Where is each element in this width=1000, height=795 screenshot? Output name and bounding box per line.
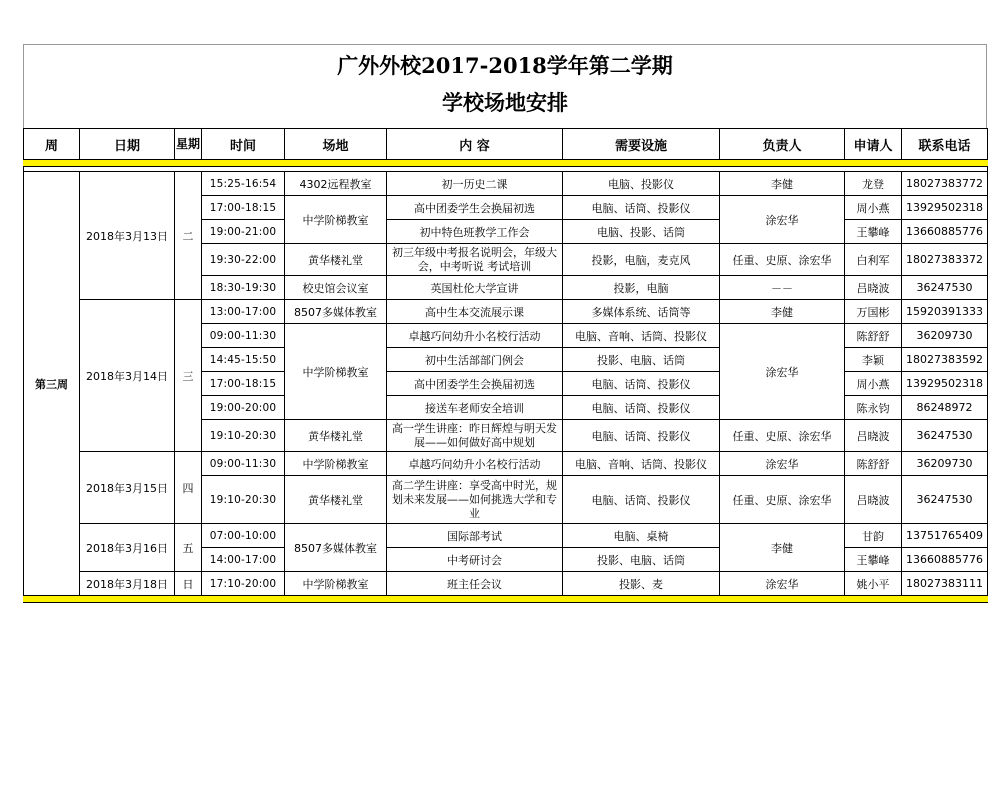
phone-cell: 18027383372 bbox=[902, 244, 988, 276]
equipment-cell: 电脑、话筒、投影仪 bbox=[563, 396, 720, 420]
applicant-cell: 陈永钧 bbox=[845, 396, 902, 420]
equipment-cell: 电脑、桌椅 bbox=[563, 524, 720, 548]
phone-cell: 13929502318 bbox=[902, 372, 988, 396]
document-subtitle: 学校场地安排 bbox=[442, 90, 568, 115]
time-cell: 19:00-20:00 bbox=[202, 396, 285, 420]
weekday-cell: 三 bbox=[175, 300, 202, 452]
content-cell: 初中生活部部门例会 bbox=[387, 348, 563, 372]
applicant-cell: 王攀峰 bbox=[845, 548, 902, 572]
equipment-cell: 电脑、话筒、投影仪 bbox=[563, 420, 720, 452]
venue-schedule-table bbox=[23, 128, 988, 603]
venue-cell: 黄华楼礼堂 bbox=[285, 244, 387, 276]
responsible-cell: 任重、史原、涂宏华 bbox=[720, 420, 845, 452]
content-cell: 国际部考试 bbox=[387, 524, 563, 548]
content-cell: 接送车老师安全培训 bbox=[387, 396, 563, 420]
responsible-cell: 涂宏华 bbox=[720, 572, 845, 596]
responsible-cell: －－ bbox=[720, 276, 845, 300]
phone-cell: 13660885776 bbox=[902, 548, 988, 572]
phone-cell: 36209730 bbox=[902, 324, 988, 348]
header-equipment: 需要设施 bbox=[563, 129, 720, 160]
responsible-cell: 涂宏华 bbox=[720, 324, 845, 420]
applicant-cell: 周小燕 bbox=[845, 196, 902, 220]
weekday-cell: 四 bbox=[175, 452, 202, 524]
header-date: 日期 bbox=[80, 129, 175, 160]
schedule-sheet bbox=[23, 44, 987, 603]
header-weekday: 星期 bbox=[175, 129, 202, 160]
header-responsible: 负责人 bbox=[720, 129, 845, 160]
weekday-cell: 二 bbox=[175, 172, 202, 300]
applicant-cell: 白利军 bbox=[845, 244, 902, 276]
content-cell: 英国杜伦大学宣讲 bbox=[387, 276, 563, 300]
phone-cell: 36247530 bbox=[902, 420, 988, 452]
time-cell: 14:45-15:50 bbox=[202, 348, 285, 372]
equipment-cell: 投影、麦 bbox=[563, 572, 720, 596]
applicant-cell: 吕晓波 bbox=[845, 276, 902, 300]
content-cell: 初三年级中考报名说明会，年级大会，中考听说 考试培训 bbox=[387, 244, 563, 276]
time-cell: 17:10-20:00 bbox=[202, 572, 285, 596]
content-cell: 高二学生讲座：享受高中时光，规划未来发展——如何挑选大学和专业 bbox=[387, 476, 563, 524]
venue-cell: 黄华楼礼堂 bbox=[285, 476, 387, 524]
venue-cell: 校史馆会议室 bbox=[285, 276, 387, 300]
responsible-cell: 李健 bbox=[720, 300, 845, 324]
time-cell: 17:00-18:15 bbox=[202, 196, 285, 220]
equipment-cell: 投影、电脑、话筒 bbox=[563, 348, 720, 372]
responsible-cell: 涂宏华 bbox=[720, 196, 845, 244]
venue-cell: 4302远程教室 bbox=[285, 172, 387, 196]
table-row bbox=[24, 300, 988, 324]
equipment-cell: 投影、电脑、话筒 bbox=[563, 548, 720, 572]
responsible-cell: 任重、史原、涂宏华 bbox=[720, 476, 845, 524]
applicant-cell: 陈舒舒 bbox=[845, 324, 902, 348]
time-cell: 09:00-11:30 bbox=[202, 452, 285, 476]
equipment-cell: 电脑、音响、话筒、投影仪 bbox=[563, 324, 720, 348]
applicant-cell: 王攀峰 bbox=[845, 220, 902, 244]
time-cell: 19:10-20:30 bbox=[202, 476, 285, 524]
applicant-cell: 吕晓波 bbox=[845, 476, 902, 524]
yellow-divider bbox=[24, 596, 988, 603]
applicant-cell: 甘韵 bbox=[845, 524, 902, 548]
content-cell: 卓越巧问幼升小名校行活动 bbox=[387, 324, 563, 348]
phone-cell: 18027383772 bbox=[902, 172, 988, 196]
venue-cell: 8507多媒体教室 bbox=[285, 524, 387, 572]
venue-cell: 中学阶梯教室 bbox=[285, 572, 387, 596]
venue-cell: 黄华楼礼堂 bbox=[285, 420, 387, 452]
table-row bbox=[24, 172, 988, 196]
phone-cell: 18027383592 bbox=[902, 348, 988, 372]
equipment-cell: 电脑、话筒、投影仪 bbox=[563, 372, 720, 396]
content-cell: 中考研讨会 bbox=[387, 548, 563, 572]
venue-cell: 中学阶梯教室 bbox=[285, 324, 387, 420]
content-cell: 高中团委学生会换届初选 bbox=[387, 196, 563, 220]
applicant-cell: 陈舒舒 bbox=[845, 452, 902, 476]
responsible-cell: 李健 bbox=[720, 172, 845, 196]
time-cell: 13:00-17:00 bbox=[202, 300, 285, 324]
equipment-cell: 电脑、话筒、投影仪 bbox=[563, 476, 720, 524]
phone-cell: 13660885776 bbox=[902, 220, 988, 244]
responsible-cell: 任重、史原、涂宏华 bbox=[720, 244, 845, 276]
header-applicant: 申请人 bbox=[845, 129, 902, 160]
venue-cell: 8507多媒体教室 bbox=[285, 300, 387, 324]
equipment-cell: 电脑、投影仪 bbox=[563, 172, 720, 196]
time-cell: 19:00-21:00 bbox=[202, 220, 285, 244]
week-cell: 第三周 bbox=[24, 172, 80, 596]
content-cell: 班主任会议 bbox=[387, 572, 563, 596]
date-cell: 2018年3月13日 bbox=[80, 172, 175, 300]
time-cell: 09:00-11:30 bbox=[202, 324, 285, 348]
time-cell: 19:30-22:00 bbox=[202, 244, 285, 276]
content-cell: 高中生本交流展示课 bbox=[387, 300, 563, 324]
title-block bbox=[23, 44, 987, 128]
equipment-cell: 电脑、音响、话筒、投影仪 bbox=[563, 452, 720, 476]
venue-cell: 中学阶梯教室 bbox=[285, 452, 387, 476]
phone-cell: 36247530 bbox=[902, 276, 988, 300]
time-cell: 17:00-18:15 bbox=[202, 372, 285, 396]
time-cell: 07:00-10:00 bbox=[202, 524, 285, 548]
time-cell: 14:00-17:00 bbox=[202, 548, 285, 572]
phone-cell: 13929502318 bbox=[902, 196, 988, 220]
time-cell: 18:30-19:30 bbox=[202, 276, 285, 300]
header-row bbox=[24, 129, 988, 160]
applicant-cell: 龙登 bbox=[845, 172, 902, 196]
applicant-cell: 李颖 bbox=[845, 348, 902, 372]
equipment-cell: 投影，电脑，麦克风 bbox=[563, 244, 720, 276]
responsible-cell: 涂宏华 bbox=[720, 452, 845, 476]
document-title: 广外外校2017-2018学年第二学期 bbox=[337, 53, 673, 78]
phone-cell: 86248972 bbox=[902, 396, 988, 420]
time-cell: 15:25-16:54 bbox=[202, 172, 285, 196]
applicant-cell: 周小燕 bbox=[845, 372, 902, 396]
content-cell: 高中团委学生会换届初选 bbox=[387, 372, 563, 396]
venue-cell: 中学阶梯教室 bbox=[285, 196, 387, 244]
equipment-cell: 投影，电脑 bbox=[563, 276, 720, 300]
applicant-cell: 姚小平 bbox=[845, 572, 902, 596]
yellow-divider bbox=[24, 160, 988, 167]
phone-cell: 36247530 bbox=[902, 476, 988, 524]
table-row bbox=[24, 524, 988, 548]
content-cell: 卓越巧问幼升小名校行活动 bbox=[387, 452, 563, 476]
phone-cell: 13751765409 bbox=[902, 524, 988, 548]
header-venue: 场地 bbox=[285, 129, 387, 160]
content-cell: 初一历史二课 bbox=[387, 172, 563, 196]
phone-cell: 15920391333 bbox=[902, 300, 988, 324]
header-content: 内 容 bbox=[387, 129, 563, 160]
date-cell: 2018年3月18日 bbox=[80, 572, 175, 596]
time-cell: 19:10-20:30 bbox=[202, 420, 285, 452]
applicant-cell: 吕晓波 bbox=[845, 420, 902, 452]
weekday-cell: 日 bbox=[175, 572, 202, 596]
phone-cell: 18027383111 bbox=[902, 572, 988, 596]
equipment-cell: 多媒体系统、话筒等 bbox=[563, 300, 720, 324]
weekday-cell: 五 bbox=[175, 524, 202, 572]
equipment-cell: 电脑、话筒、投影仪 bbox=[563, 196, 720, 220]
date-cell: 2018年3月14日 bbox=[80, 300, 175, 452]
content-cell: 初中特色班教学工作会 bbox=[387, 220, 563, 244]
phone-cell: 36209730 bbox=[902, 452, 988, 476]
header-time: 时间 bbox=[202, 129, 285, 160]
date-cell: 2018年3月16日 bbox=[80, 524, 175, 572]
applicant-cell: 万国彬 bbox=[845, 300, 902, 324]
content-cell: 高一学生讲座：昨日辉煌与明天发展——如何做好高中规划 bbox=[387, 420, 563, 452]
table-row bbox=[24, 572, 988, 596]
responsible-cell: 李健 bbox=[720, 524, 845, 572]
table-row bbox=[24, 452, 988, 476]
header-week: 周 bbox=[24, 129, 80, 160]
date-cell: 2018年3月15日 bbox=[80, 452, 175, 524]
equipment-cell: 电脑、投影、话筒 bbox=[563, 220, 720, 244]
header-phone: 联系电话 bbox=[902, 129, 988, 160]
